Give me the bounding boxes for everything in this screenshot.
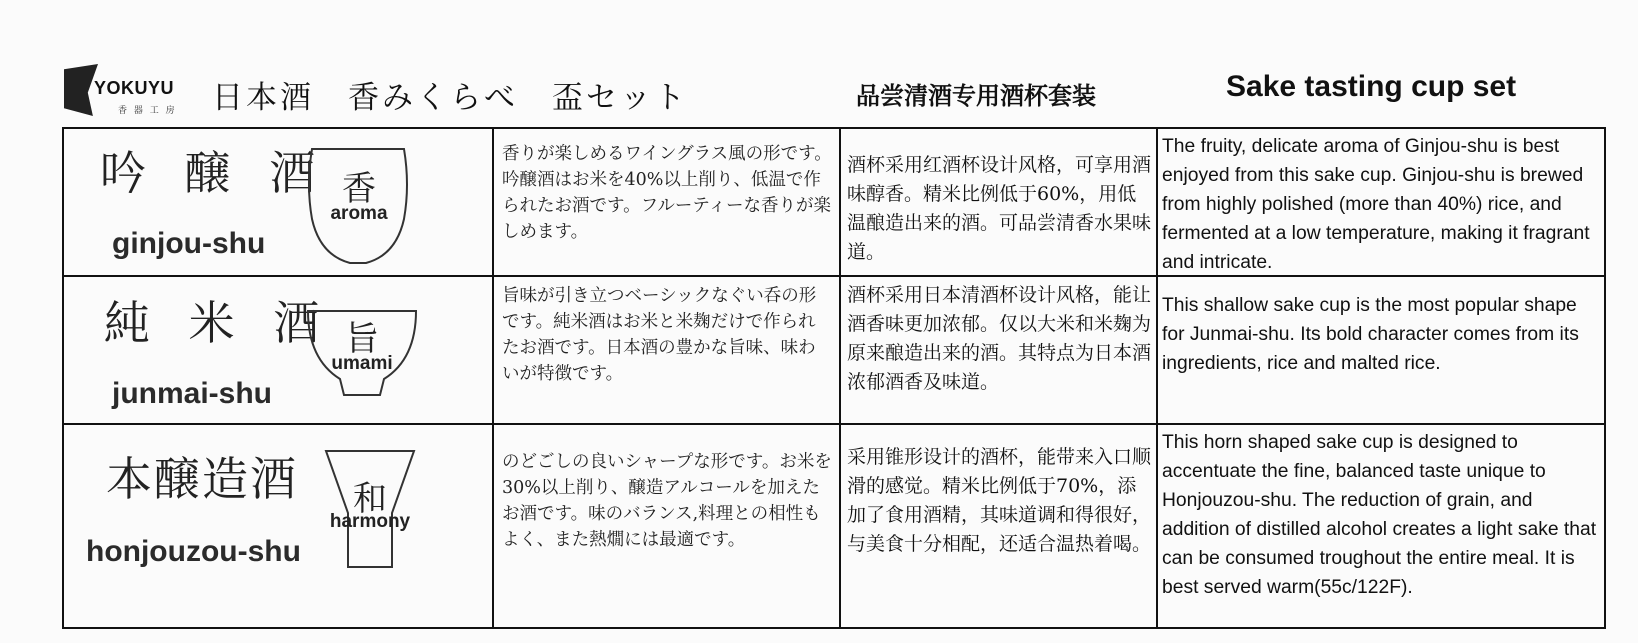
table-row-honjouzou [64,425,1604,627]
sake-name-japanese: 純 米 酒 [104,296,332,350]
description-japanese: のどごしの良いシャープな形です。お米を30%以上削り、醸造アルコールを加えたお酒です。味のバランス,料理との相性もよく、また熱燗には最適です。 [502,452,832,550]
sake-name-cell [64,425,494,627]
description-english: The fruity, delicate aroma of Ginjou-shu is best enjoyed from this sake cup. Ginjou-shu is brewed from highly polished (more than 40%) rice, and fermented at a low temperature, making it fragrant and intricate. [1162,136,1590,273]
sake-name-japanese: 本醸造酒 [106,452,298,506]
sake-name-romaji: honjouzou-shu [86,535,301,568]
description-english: This horn shaped sake cup is designed to accentuate the fine, balanced taste unique to Honjouzou-shu. The reduction of grain, and addition of distilled alcohol creates a light sake that can be consumed troughout the entire meal. It is best served warm(55c/122F). [1162,432,1597,598]
cup-label-kanji: 和 [353,479,387,519]
sake-name-romaji: ginjou-shu [112,227,266,260]
description-english-cell [1158,425,1604,627]
table-row-junmai [64,277,1604,425]
logo-wordmark: YOKUYU [94,78,175,98]
cup-label-word: harmony [329,511,411,532]
wine-glass-cup-icon [304,145,414,265]
horn-cup-icon [320,447,420,573]
description-english-cell [1158,277,1604,423]
brand-logo [62,58,202,128]
description-chinese: 酒杯采用日本清酒杯设计风格，能让酒香味更加浓郁。仅以大米和米麹为原来酿造出来的酒。其特点为日本酒浓郁酒香及味道。 [847,284,1152,393]
description-english-cell [1158,129,1604,275]
description-chinese: 采用锥形设计的酒杯，能带来入口顺滑的感觉。精米比例低于70%，添加了食用酒精，其味道调和得很好，与美食十分相配，还适合温热着喝。 [847,446,1152,555]
table-row-ginjou [64,129,1604,277]
title-chinese: 品尝清酒专用酒杯套装 [856,82,1096,110]
description-chinese: 酒杯采用红酒杯设计风格，可享用酒味醇香。精米比例低于60%，用低温酿造出来的酒。可品尝清香水果味道。 [847,154,1152,263]
title-english: Sake tasting cup set [1226,70,1517,103]
sake-name-japanese: 吟 醸 酒 [100,146,328,200]
cup-label-kanji: 香 [342,169,376,209]
sake-name-cell [64,277,494,423]
cup-label-word: aroma [330,203,388,224]
cup-label-word: umami [331,353,393,374]
description-japanese: 香りが楽しめるワイングラス風の形です。吟醸酒はお米を40%以上削り、低温で作られたお酒です。フルーティーな香りが楽しめます。 [502,144,832,242]
logo-subtitle: 香 器 工 房 [118,106,177,116]
description-english: This shallow sake cup is the most popular shape for Junmai-shu. Its bold character comes from its ingredients, rice and malted rice. [1162,295,1579,374]
description-japanese: 旨味が引き立つベーシックなぐい呑の形です。純米酒はお米と米麹だけで作られたお酒です。日本酒の豊かな旨味、味わいが特徴です。 [502,286,817,384]
description-chinese-cell [841,277,1158,423]
title-japanese: 日本酒 香みくらべ 盃セット [212,80,688,116]
cup-label-kanji: 旨 [345,319,379,359]
description-chinese-cell [841,129,1158,275]
sake-name-cell [64,129,494,275]
description-chinese-cell [841,425,1158,627]
logo-mark-icon [64,64,98,116]
description-japanese-cell [494,129,841,275]
sake-name-romaji: junmai-shu [112,377,273,410]
bowl-cup-icon [304,307,420,399]
sake-table [62,127,1606,629]
description-japanese-cell [494,425,841,627]
description-japanese-cell [494,277,841,423]
